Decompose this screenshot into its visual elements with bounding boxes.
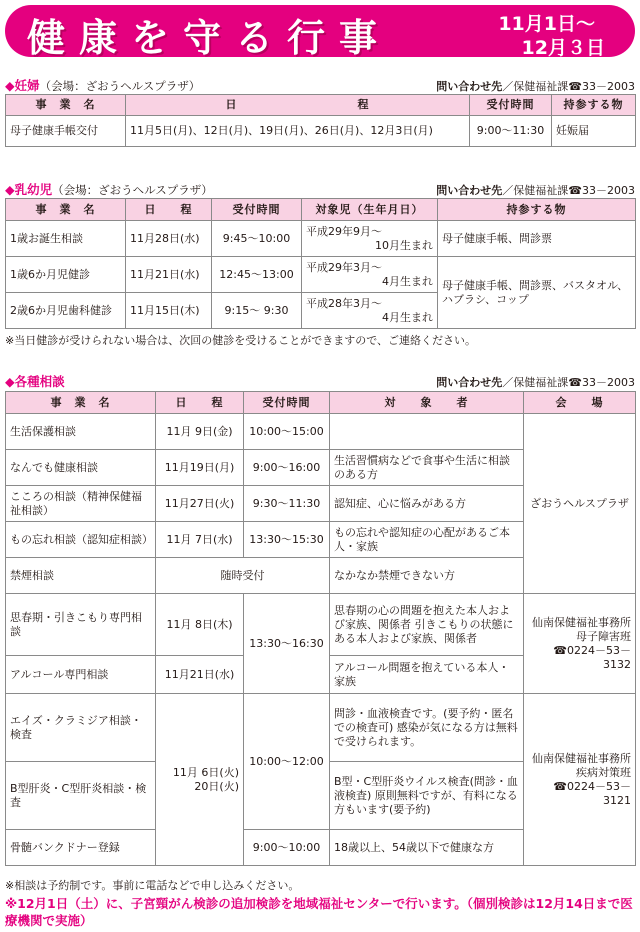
pregnancy-table	[5, 94, 636, 147]
col-header: 対 象 者	[330, 392, 524, 414]
infant-note: ※当日健診が受けられない場合は、次回の健診を受けることができますので、ご連絡ください。	[5, 334, 476, 347]
contact-info	[436, 374, 635, 390]
cell-name: 2歳6か月児歯科健診	[6, 293, 126, 329]
cell-name: 母子健康手帳交付	[6, 116, 126, 147]
col-header: 事 業 名	[6, 392, 156, 414]
cell-venue	[524, 594, 636, 694]
target-end: 10月生まれ	[375, 238, 433, 252]
cell-time: 12:45～13:00	[212, 257, 302, 293]
cell-target: 生活習慣病などで食事や生活に相談のある方	[330, 450, 524, 486]
section-title	[5, 76, 200, 94]
cell-name: 思春期・引きこもり専門相談	[6, 594, 156, 656]
col-header: 事 業 名	[6, 95, 126, 116]
cell-date: 11月19日(月)	[156, 450, 244, 486]
cell-target: 思春期の心の問題を抱えた本人および家族、関係者 引きこもりの状態にある本人および家族、関係者	[330, 594, 524, 656]
cell-time: 10:00～12:00	[244, 694, 330, 830]
contact-phone: ／保健福祉課☎33－2003	[502, 80, 635, 93]
section-title-text: ◆乳幼児	[5, 182, 53, 197]
contact-phone: ／保健福祉課☎33－2003	[502, 376, 635, 389]
date-first: 11月 6日(火)	[172, 765, 239, 779]
section-title: ◆各種相談	[5, 374, 65, 389]
venue-name: 仙南保健福祉事務所	[532, 751, 631, 765]
cell-target	[330, 414, 524, 450]
cell-time: 13:30～15:30	[244, 522, 330, 558]
cell-date: 11月27日(火)	[156, 486, 244, 522]
col-header: 受付時間	[244, 392, 330, 414]
venue-unit: 疾病対策班	[576, 765, 631, 779]
cell-name: なんでも健康相談	[6, 450, 156, 486]
cell-name: もの忘れ相談（認知症相談）	[6, 522, 156, 558]
section-infant-header	[5, 180, 635, 196]
cell-time: 9:00～16:00	[244, 450, 330, 486]
cell-date: 11月21日(水)	[156, 656, 244, 694]
target-end: 4月生まれ	[382, 310, 433, 324]
contact-label: 問い合わせ先	[436, 376, 503, 389]
cell-time: 13:30～16:30	[244, 594, 330, 694]
cell-items: 妊娠届	[552, 116, 636, 147]
contact-info	[436, 182, 635, 198]
table-row	[6, 221, 636, 257]
target-start: 平成29年9月～	[306, 224, 382, 238]
col-header: 持参する物	[438, 199, 636, 221]
cell-target: なかなか禁煙できない方	[330, 558, 524, 594]
table-row	[6, 594, 636, 656]
cell-target: 問診・血液検査です。(要予約・匿名での検査可) 感染が気になる方は無料で受けられます。	[330, 694, 524, 762]
cell-time: 10:00～15:00	[244, 414, 330, 450]
cell-time: 9:15～ 9:30	[212, 293, 302, 329]
cell-target: 18歳以上、54歳以下で健康な方	[330, 830, 524, 866]
cell-name: 禁煙相談	[6, 558, 156, 594]
cell-name: こころの相談（精神保健福祉相談）	[6, 486, 156, 522]
col-header: 受付時間	[470, 95, 552, 116]
section-pregnancy-header	[5, 76, 635, 92]
cell-name: 骨髄バンクドナー登録	[6, 830, 156, 866]
col-header: 会 場	[524, 392, 636, 414]
cell-date-time: 随時受付	[156, 558, 330, 594]
table-row	[6, 414, 636, 450]
cell-date: 11月 9日(金)	[156, 414, 244, 450]
cell-date: 11月15日(木)	[126, 293, 212, 329]
cell-time: 9:00～11:30	[470, 116, 552, 147]
col-header: 対象児（生年月日）	[302, 199, 438, 221]
target-start: 平成29年3月～	[306, 260, 382, 274]
cell-name: 生活保護相談	[6, 414, 156, 450]
date-range-start: 11月1日～	[498, 13, 595, 35]
cell-time: 9:00～10:00	[244, 830, 330, 866]
section-title	[5, 180, 213, 198]
contact-label: 問い合わせ先	[436, 80, 503, 93]
cell-dates: 11月5日(月)、12日(月)、19日(月)、26日(月)、12月3日(月)	[126, 116, 470, 147]
cell-date	[156, 694, 244, 866]
consult-table	[5, 391, 636, 866]
infant-table	[5, 198, 636, 329]
venue-name: 仙南保健福祉事務所	[532, 615, 631, 629]
col-header: 日 程	[126, 199, 212, 221]
section-venue: （会場：ざおうヘルスプラザ）	[52, 183, 213, 197]
section-venue: （会場：ざおうヘルスプラザ）	[39, 79, 201, 93]
cell-target	[302, 293, 438, 329]
cell-target: B型・C型肝炎ウイルス検査(問診・血液検査) 原則無料ですが、有料になる方もいます(要予約)	[330, 762, 524, 830]
target-end: 4月生まれ	[382, 274, 433, 288]
col-header: 持参する物	[552, 95, 636, 116]
cell-items: 母子健康手帳、問診票	[438, 221, 636, 257]
date-range-end: 12月３日	[521, 37, 605, 59]
consult-note: ※相談は予約制です。事前に電話などで申し込みください。	[5, 879, 300, 892]
col-header: 日 程	[156, 392, 244, 414]
table-row	[6, 257, 636, 293]
cell-venue: ざおうヘルスプラザ	[524, 414, 636, 594]
col-header: 日 程	[126, 95, 470, 116]
cell-target: アルコール問題を抱えている本人・家族	[330, 656, 524, 694]
cell-target: もの忘れや認知症の心配があるご本人・家族	[330, 522, 524, 558]
date-second: 20日(火)	[194, 779, 239, 793]
contact-info	[436, 78, 635, 94]
target-start: 平成28年3月～	[306, 296, 382, 310]
table-row	[6, 694, 636, 762]
cell-name: 1歳6か月児健診	[6, 257, 126, 293]
venue-phone: ☎0224－53－3132	[553, 643, 631, 671]
cell-name: アルコール専門相談	[6, 656, 156, 694]
cell-time: 9:45～10:00	[212, 221, 302, 257]
cell-date: 11月28日(水)	[126, 221, 212, 257]
cell-items: 母子健康手帳、問診票、バスタオル、ハブラシ、コップ	[438, 257, 636, 329]
col-header: 事 業 名	[6, 199, 126, 221]
cell-time: 9:30～11:30	[244, 486, 330, 522]
venue-unit: 母子障害班	[576, 629, 631, 643]
cell-date: 11月 7日(水)	[156, 522, 244, 558]
cell-name: 1歳お誕生相談	[6, 221, 126, 257]
cell-target	[302, 257, 438, 293]
table-row	[6, 116, 636, 147]
cell-venue	[524, 694, 636, 866]
venue-phone: ☎0224－53－3121	[553, 779, 631, 807]
contact-phone: ／保健福祉課☎33－2003	[502, 184, 635, 197]
section-consult-header	[5, 372, 635, 388]
section-title-text: ◆妊婦	[5, 78, 40, 93]
contact-label: 問い合わせ先	[436, 184, 503, 197]
cervical-cancer-notice: ※12月1日（土）に、子宮頸がん検診の追加検診を地域福祉センターで行います。（個別検診は12月14日まで医療機関で実施）	[5, 896, 633, 928]
cell-date: 11月21日(水)	[126, 257, 212, 293]
header-banner	[5, 5, 635, 60]
cell-date: 11月 8日(木)	[156, 594, 244, 656]
cell-name: エイズ・クラミジア相談・検査	[6, 694, 156, 762]
cell-target	[302, 221, 438, 257]
cell-target: 認知症、心に悩みがある方	[330, 486, 524, 522]
cell-name: B型肝炎・C型肝炎相談・検査	[6, 762, 156, 830]
col-header: 受付時間	[212, 199, 302, 221]
page-title: 健康を守る行事	[27, 16, 392, 60]
